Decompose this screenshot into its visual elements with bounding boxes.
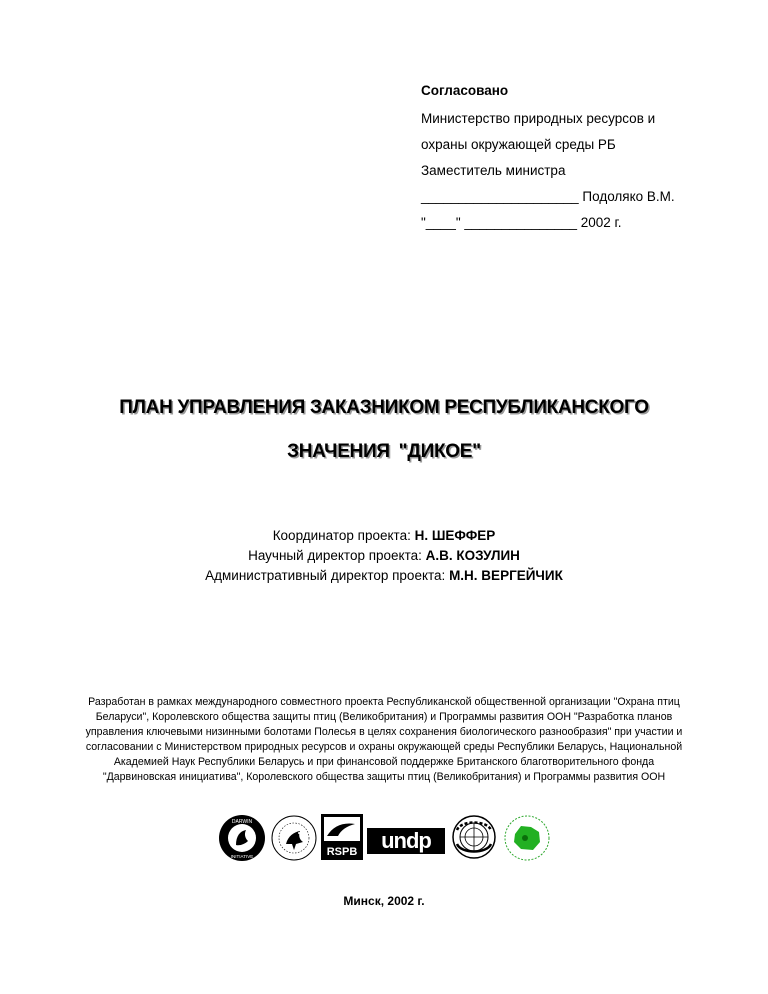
scientific-director-label: Научный директор проекта:: [248, 548, 426, 563]
admin-director-line: [0, 566, 768, 586]
approval-heading: Согласовано: [421, 83, 509, 98]
scientific-director-name: А.В. КОЗУЛИН: [425, 548, 520, 563]
apb-bird-logo: [270, 814, 318, 862]
title-line-2: ЗНАЧЕНИЯ "ДИКОЕ": [287, 441, 481, 462]
admin-director-name: М.Н. ВЕРГЕЙЧИК: [449, 568, 563, 583]
coordinator-line: [0, 526, 768, 546]
approval-ministry-line2: охраны окружающей среды РБ: [421, 137, 616, 152]
scientific-director-line: [0, 546, 768, 566]
un-emblem-logo: [451, 814, 497, 860]
admin-director-label: Административный директор проекта:: [205, 568, 450, 583]
approval-ministry-line1: Министерство природных ресурсов и: [421, 111, 656, 126]
approval-signature-line: _____________________ Подоляко В.М.: [421, 189, 675, 204]
document-title: [0, 386, 768, 474]
svg-text:DARWIN: DARWIN: [231, 819, 253, 825]
rspb-logo: [321, 814, 363, 860]
svg-text:INITIATIVE: INITIATIVE: [230, 854, 254, 859]
coordinator-label: Координатор проекта:: [272, 528, 415, 543]
belarus-green-logo: [503, 814, 551, 862]
darwin-initiative-logo: [218, 814, 266, 862]
title-line-1: ПЛАН УПРАВЛЕНИЯ ЗАКАЗНИКОМ РЕСПУБЛИКАНСКОГО: [119, 397, 649, 418]
approval-position: Заместитель министра: [421, 163, 566, 178]
svg-text:RSPB: RSPB: [326, 846, 358, 858]
approval-block: [421, 80, 675, 236]
approval-date-line: "____" _______________ 2002 г.: [421, 215, 622, 230]
project-credits: [0, 526, 768, 586]
partner-logos: [0, 814, 768, 862]
coordinator-name: Н. ШЕФФЕР: [414, 528, 496, 543]
svg-text:undp: undp: [381, 828, 431, 853]
undp-logo: [367, 828, 445, 854]
place-and-year: Минск, 2002 г.: [343, 894, 425, 908]
project-description: Разработан в рамках международного совместного проекта Республиканской общественной организации "Охрана птиц Беларуси", Королевского общества защиты птиц (Великобритания) и Программы развития ООН "Разработка планов управления ключевыми низинными болотами Полесья в целях сохранения биологического разнообразия" при участии и согласовании с Министерством природных ресурсов и охраны окружающей среды Республики Беларусь, Национальной Академией Наук Республики Беларусь и при финансовой поддержке Британского благотворительного фонда "Дарвиновская инициатива", Королевского общества защиты птиц (Великобритания) и Программы развития ООН: [85, 696, 683, 783]
